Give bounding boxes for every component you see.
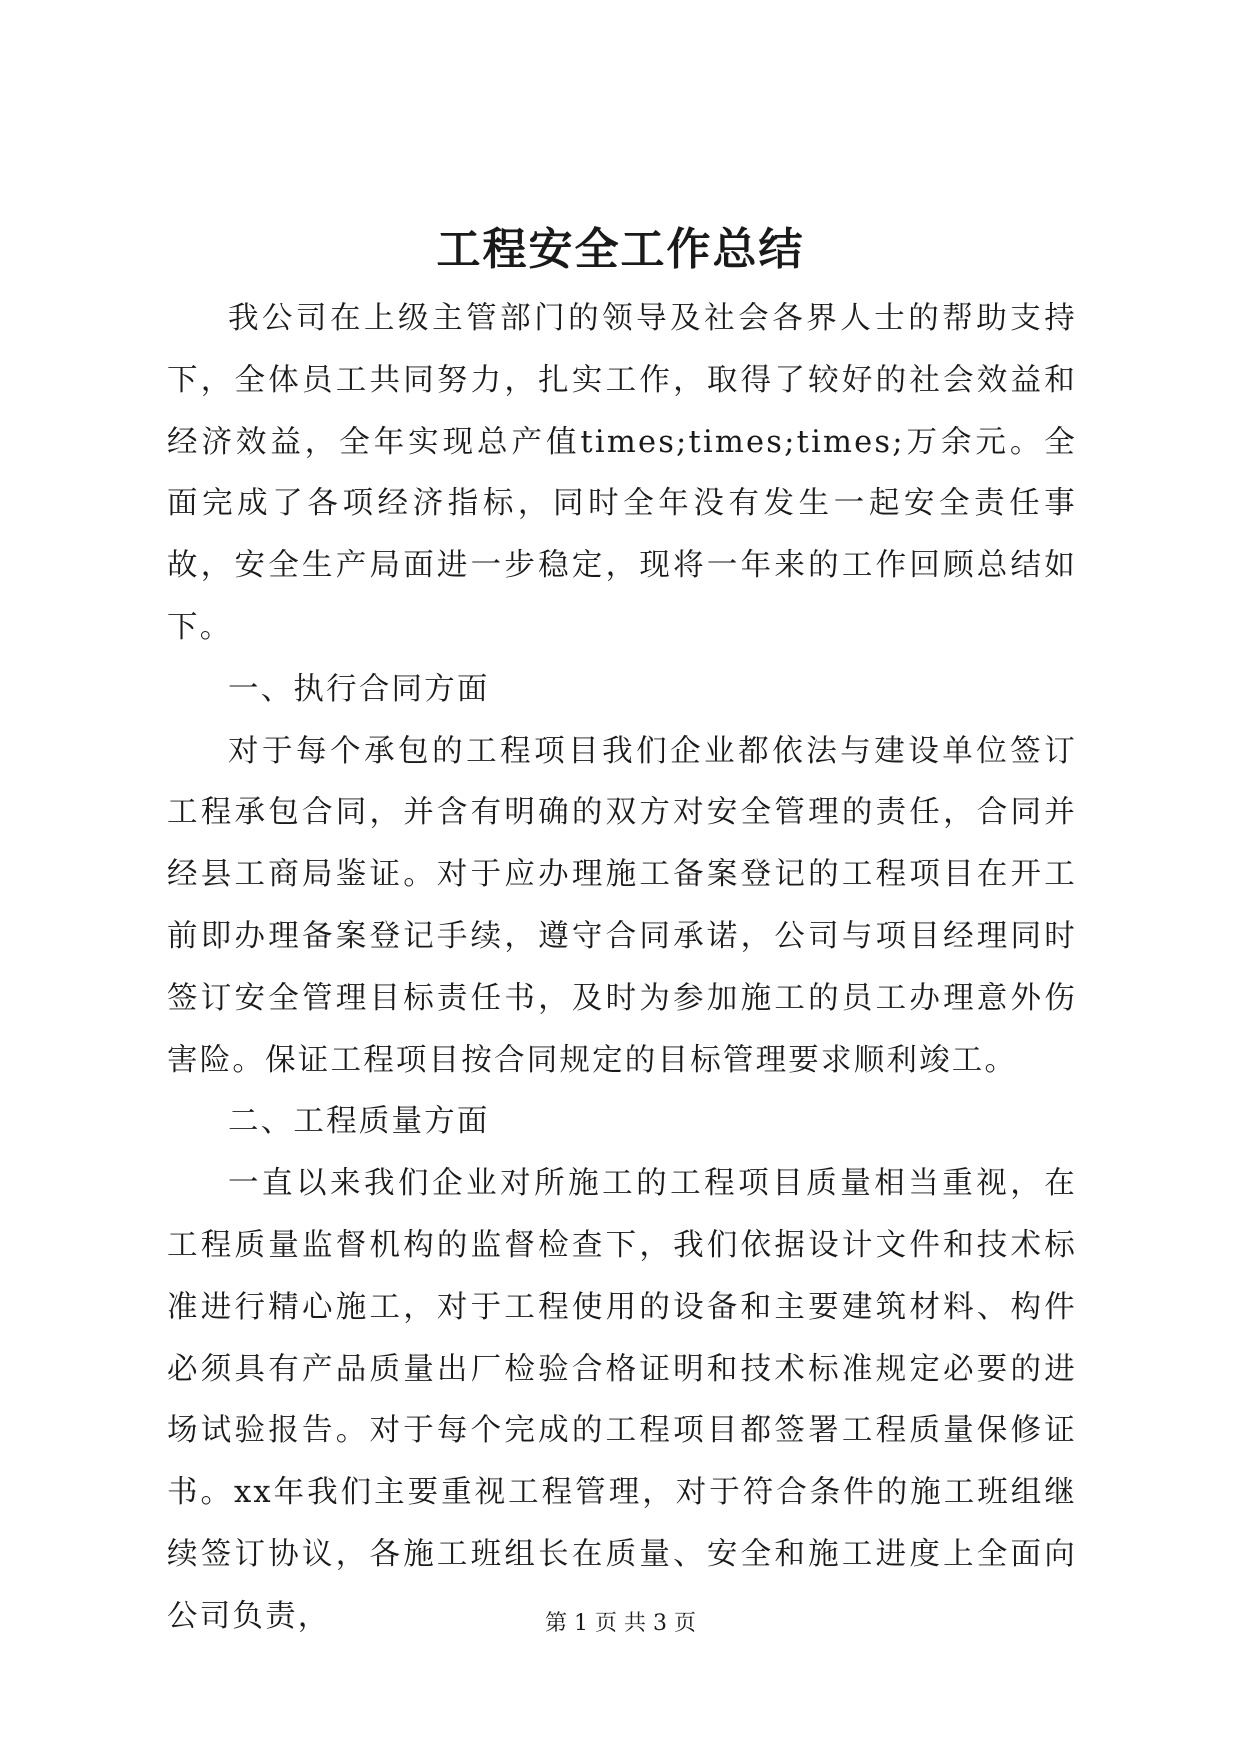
paragraph-contract: 对于每个承包的工程项目我们企业都依法与建设单位签订工程承包合同，并含有明确的双方对安全管理的责任，合同并经县工商局鉴证。对于应办理施工备案登记的工程项目在开工前即办理备案登记手续，遵守合同承诺，公司与项目经理同时签订安全管理目标责任书，及时为参加施工的员工办理意外伤害险。保证工程项目按合同规定的目标管理要求顺利竣工。 (167, 733, 1077, 1078)
paragraph-intro: 我公司在上级主管部门的领导及社会各界人士的帮助支持下，全体员工共同努力，扎实工作，取得了较好的社会效益和经济效益，全年实现总产值times;times;times;万余元。全面完成了各项经济指标，同时全年没有发生一起安全责任事故，安全生产局面进一步稳定，现将一年来的工作回顾总结如下。 (167, 301, 1077, 645)
document-body (167, 288, 1077, 1648)
document-title: 工程安全工作总结 (436, 224, 805, 275)
paragraph-quality: 一直以来我们企业对所施工的工程项目质量相当重视，在工程质量监督机构的监督检查下，我们依据设计文件和技术标准进行精心施工，对于工程使用的设备和主要建筑材料、构件必须具有产品质量出厂检验合格证明和技术标准规定必要的进场试验报告。对于每个完成的工程项目都签署工程质量保修证书。xx年我们主要重视工程管理，对于符合条件的施工班组继续签订协议，各施工班组长在质量、安全和施工进度上全面向公司负责， (167, 1166, 1077, 1634)
section-heading-quality: 二、工程质量方面 (228, 1104, 490, 1140)
section-heading-contract: 一、执行合同方面 (228, 671, 490, 707)
page-footer: 第 1 页 共 3 页 (545, 1611, 696, 1636)
